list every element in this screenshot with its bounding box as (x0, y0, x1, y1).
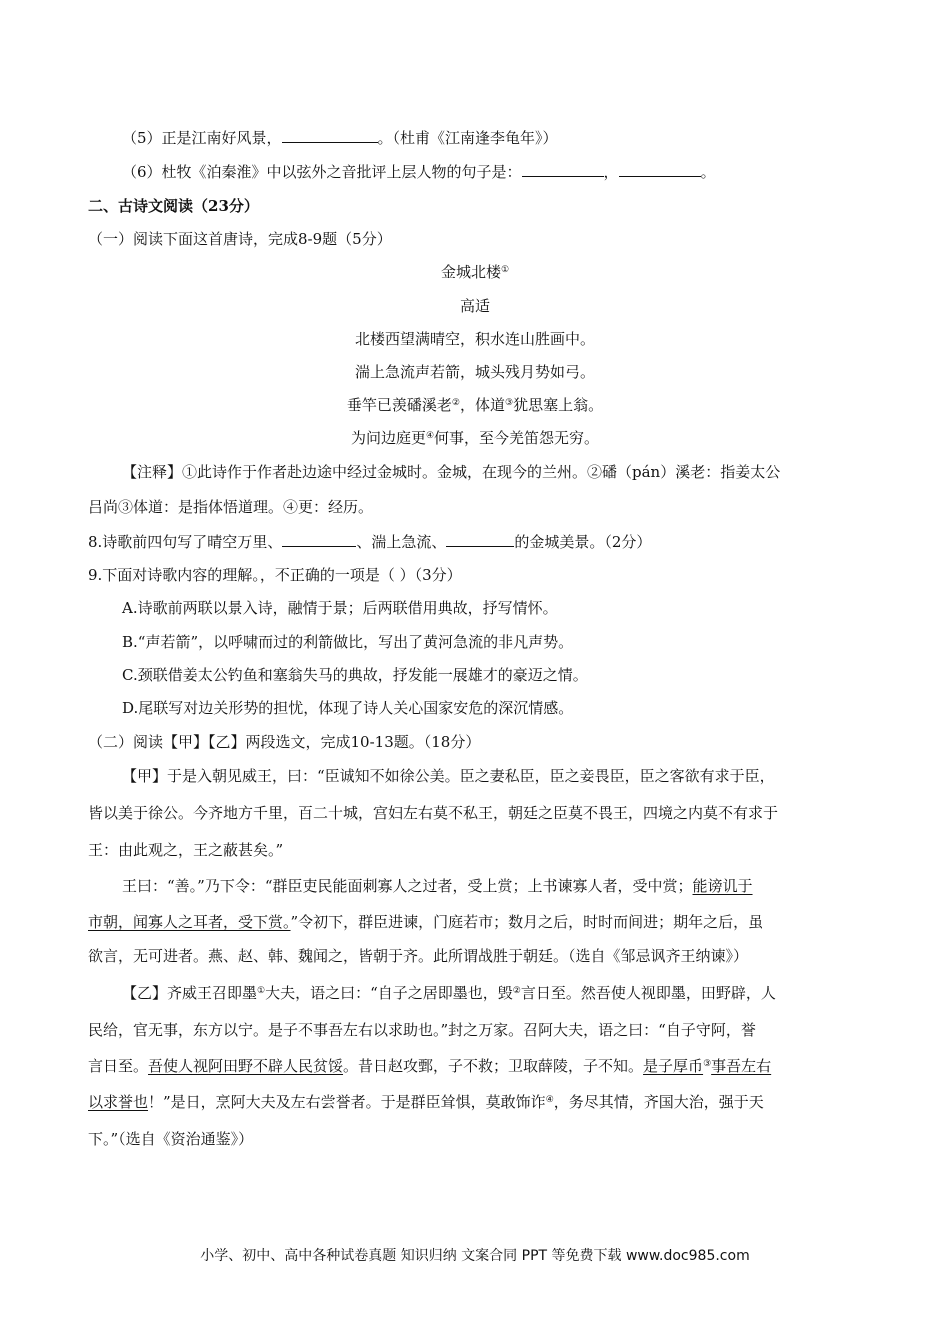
underlined-text: 是子厚币 (643, 1057, 704, 1075)
passage-jia-line: 王：由此观之，王之蔽甚矣。” (88, 841, 284, 859)
option-c: C.颈联借姜太公钓鱼和塞翁失马的典故，抒发能一展雄才的豪迈之情。 (122, 666, 588, 684)
answer-blank[interactable] (446, 532, 514, 547)
passage-yi-line: 下。”（选自《资治通鉴》） (88, 1130, 254, 1148)
part1-intro: （一）阅读下面这首唐诗，完成8-9题（5分） (88, 230, 392, 248)
footnote-marker: ① (500, 265, 510, 275)
underlined-text: 能谤讥于 (692, 877, 753, 895)
poem-line: 为问边庭更④何事，至今羌笛怨无穷。 (350, 429, 600, 447)
passage-yi-line: 言日至。吾使人视阿田野不辟人民贫馁。昔日赵攻鄄，子不救；卫取薛陵，子不知。是子厚币③事吾左右 (88, 1057, 772, 1075)
underlined-text: 事吾左右 (711, 1057, 772, 1075)
answer-blank[interactable] (282, 128, 378, 143)
answer-blank[interactable] (522, 162, 604, 177)
answer-blank[interactable] (619, 162, 701, 177)
underlined-text: 市朝，闻寡人之耳者，受下赏。 (88, 913, 291, 931)
answer-blank[interactable] (282, 532, 356, 547)
annotation: 【注释】①此诗作于作者赴边途中经过金城时。金城，在现今的兰州。②磻（pán）溪老：指姜太公 (122, 463, 781, 481)
poem-line: 北楼西望满晴空，积水连山胜画中。 (354, 330, 595, 348)
passage-yi-line: 以求誉也！”是日，烹阿大夫及左右尝誉者。于是群臣耸惧，莫敢饰诈④，务尽其情，齐国大治，强于天 (88, 1093, 764, 1111)
passage-jia-line: 王曰：“善。”乃下令：“群臣吏民能面刺寡人之过者，受上赏；上书谏寡人者，受中赏；能谤讥于 (122, 877, 753, 895)
passage-jia-line: 皆以美于徐公。今齐地方千里，百二十城，宫妇左右莫不私王，朝廷之臣莫不畏王，四境之内莫不有求于 (88, 804, 779, 822)
option-b: B.“声若箭”，以呼啸而过的利箭做比，写出了黄河急流的非凡声势。 (122, 633, 574, 651)
passage-yi-line: 民给，官无事，东方以宁。是子不事吾左右以求助也。”封之万家。召阿大夫，语之曰：“自子守阿，誉 (88, 1021, 756, 1039)
question-8: 8.诗歌前四句写了晴空万里、 、湍上急流、 的金城美景。（2分） (88, 533, 652, 551)
underlined-text: 吾使人视阿田野不辟人民贫馁 (148, 1057, 344, 1075)
poem-title: 金城北楼① (440, 263, 510, 281)
question-9: 9.下面对诗歌内容的理解。，不正确的一项是（ ）（3分） (88, 566, 462, 584)
passage-jia-line: 欲言，无可进者。燕、赵、韩、魏闻之，皆朝于齐。此所谓战胜于朝廷。（选自《邹忌讽齐王纳谏》） (88, 947, 749, 965)
underlined-text: 以求誉也 (88, 1093, 149, 1111)
page-footer: 小学、初中、高中各种试卷真题 知识归纳 文案合同 PPT 等免费下载 www.doc985.com (200, 1248, 750, 1264)
question-6: （6）杜牧《泊秦淮》中以弦外之音批评上层人物的句子是： ， 。 (122, 163, 716, 181)
poem-author: 高适 (459, 297, 490, 315)
passage-yi-line: 【乙】齐威王召即墨①大夫，语之曰：“自子之居即墨也，毁②言日至。然吾使人视即墨，田野辟，人 (122, 984, 776, 1002)
option-a: A.诗歌前两联以景入诗，融情于景；后两联借用典故，抒写情怀。 (122, 599, 558, 617)
question-5: （5）正是江南好风景， 。（杜甫《江南逢李龟年》） (122, 129, 558, 147)
option-d: D.尾联写对边关形势的担忧，体现了诗人关心国家安危的深沉情感。 (122, 699, 574, 717)
passage-jia-line: 【甲】于是入朝见威王，曰：“臣诚知不如徐公美。臣之妻私臣，臣之妾畏臣，臣之客欲有求于臣， (122, 767, 775, 785)
poem-line: 湍上急流声若箭，城头残月势如弓。 (354, 363, 595, 381)
annotation: 吕尚③体道：是指体悟道理。④更：经历。 (88, 498, 374, 516)
section-heading: 二、古诗文阅读（23分） (88, 197, 259, 215)
part2-intro: （二）阅读【甲】【乙】两段选文，完成10-13题。（18分） (88, 733, 481, 751)
passage-jia-line: 市朝，闻寡人之耳者，受下赏。”令初下，群臣进谏，门庭若市；数月之后，时时而间进；期年之后，虽 (88, 913, 764, 931)
poem-line: 垂竿已羡磻溪老②，体道③犹思塞上翁。 (346, 396, 604, 414)
